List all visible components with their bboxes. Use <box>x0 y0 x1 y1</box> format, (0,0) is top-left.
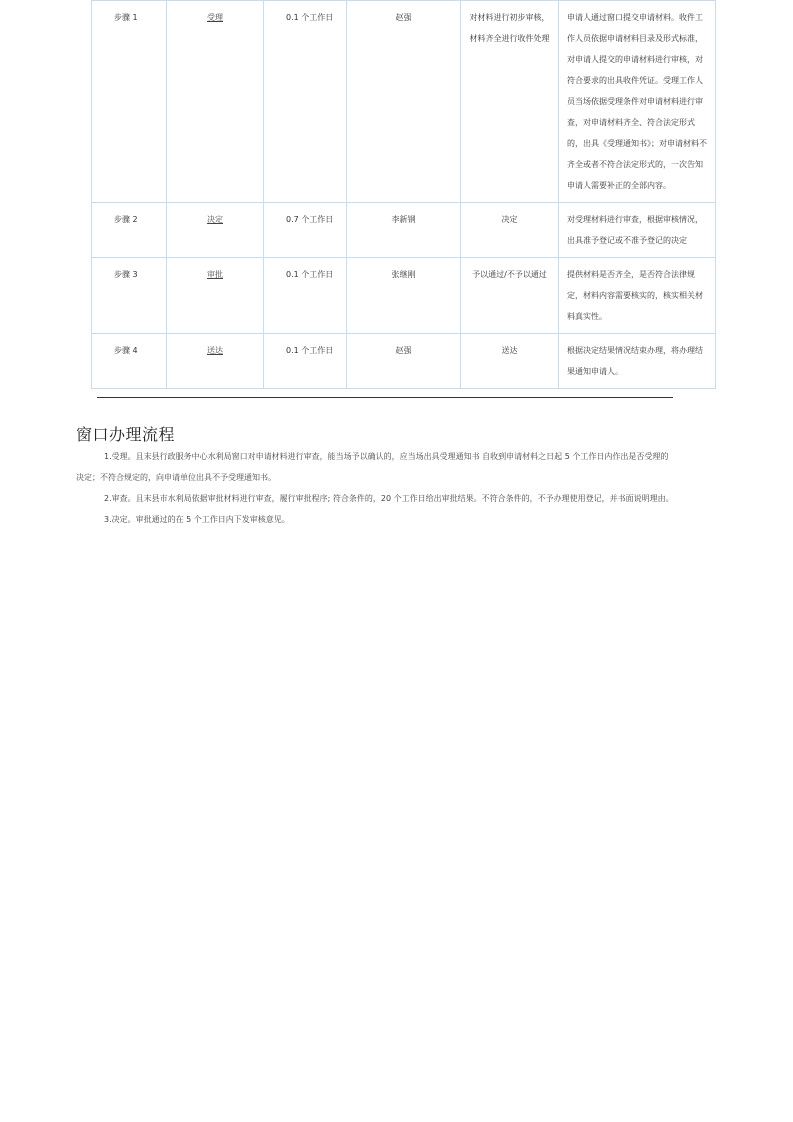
step-link-approve[interactable]: 审批 <box>207 270 223 279</box>
table-row <box>92 334 716 389</box>
step-action: 对材料进行初步审核，材料齐全进行收件处理 <box>461 1 559 203</box>
section-divider <box>97 397 673 398</box>
step-number: 步骤 2 <box>92 203 167 258</box>
step-time: 0.1 个工作日 <box>264 334 347 389</box>
table-row <box>92 258 716 334</box>
step-time: 0.1 个工作日 <box>264 258 347 334</box>
table-row <box>92 203 716 258</box>
step-number: 步骤 1 <box>92 1 167 203</box>
step-person: 张继刚 <box>347 258 461 334</box>
step-description: 根据决定结果情况结束办理，将办理结果通知申请人。 <box>559 334 716 389</box>
step-link-cell <box>167 258 264 334</box>
step-link-cell <box>167 334 264 389</box>
step-person: 李新钢 <box>347 203 461 258</box>
step-person: 赵强 <box>347 334 461 389</box>
table-row <box>92 1 716 203</box>
step-description: 对受理材料进行审查，根据审核情况，出具准予登记或不准予登记的决定 <box>559 203 716 258</box>
step-person: 赵强 <box>347 1 461 203</box>
step-description: 申请人通过窗口提交申请材料。收件工作人员依据申请材料目录及形式标准，对申请人提交的申请材料进行审核，对符合要求的出具收件凭证。受理工作人员当场依据受理条件对申请材料进行审查，对申请材料齐全、符合法定形式的，出具《受理通知书》；对申请材料不齐全或者不符合法定形式的，一次告知申请人需要补正的全部内容。 <box>559 1 716 203</box>
step-link-decide[interactable]: 决定 <box>207 215 223 224</box>
procedure-steps-table <box>91 0 716 389</box>
step-action: 送达 <box>461 334 559 389</box>
step-link-deliver[interactable]: 送达 <box>207 346 223 355</box>
process-description <box>76 446 676 530</box>
process-paragraph: 2.审查。且末县市水利局依据审批材料进行审查，履行审批程序; 符合条件的，20 个工作日给出审批结果。不符合条件的，不予办理使用登记，并书面说明理由。 <box>104 494 674 503</box>
step-link-cell <box>167 203 264 258</box>
step-number: 步骤 4 <box>92 334 167 389</box>
section-title: 窗口办理流程 <box>76 425 176 444</box>
step-link-cell <box>167 1 264 203</box>
step-link-accept[interactable]: 受理 <box>207 13 223 22</box>
step-time: 0.7 个工作日 <box>264 203 347 258</box>
step-time: 0.1 个工作日 <box>264 1 347 203</box>
process-paragraph: 1.受理。且末县行政服务中心水利局窗口对申请材料进行审查，能当场予以确认的，应当场出具受理通知书 自收到申请材料之日起 5 个工作日内作出是否受理的决定；不符合规定的，向申请单位出具不予受理通知书。 <box>76 452 669 482</box>
process-paragraph: 3.决定。审批通过的在 5 个工作日内下发审核意见。 <box>104 515 290 524</box>
step-number: 步骤 3 <box>92 258 167 334</box>
step-description: 提供材料是否齐全，是否符合法律规定，材料内容需要核实的，核实相关材料真实性。 <box>559 258 716 334</box>
step-action: 予以通过/不予以通过 <box>461 258 559 334</box>
step-action: 决定 <box>461 203 559 258</box>
